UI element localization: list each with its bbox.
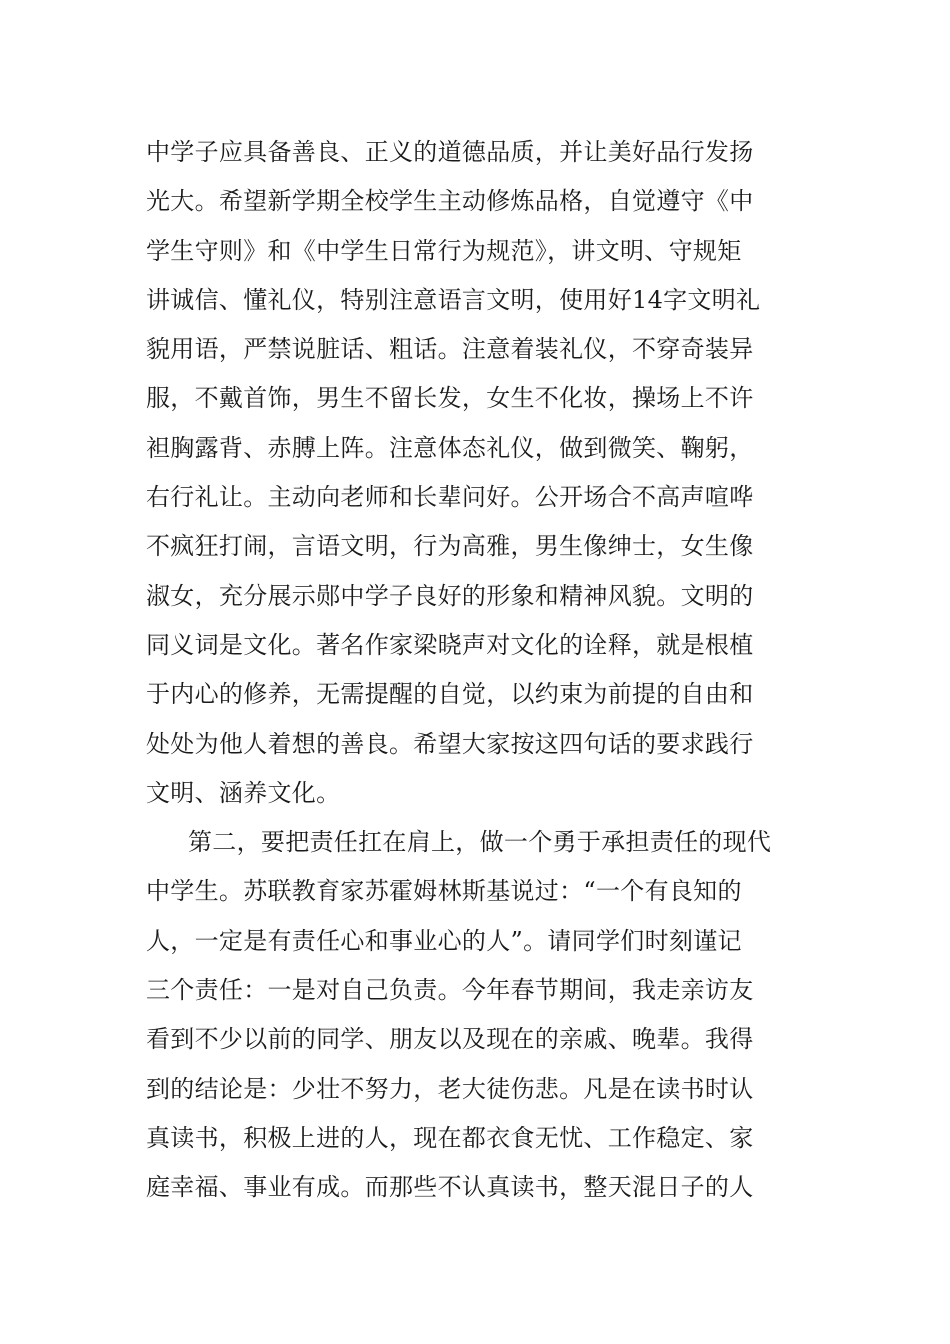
text-line: 淑女，充分展示郧中学子良好的形象和精神风貌。文明的	[146, 581, 754, 610]
text-line: 于内心的修养，无需提醒的自觉，以约束为前提的自由和	[146, 680, 754, 709]
text-line: 貌用语，严禁说脏话、粗话。注意着装礼仪，不穿奇装异	[146, 335, 754, 364]
text-line: 右行礼让。主动向老师和长辈问好。公开场合不高声喧哗	[146, 483, 754, 512]
text-line: 真读书，积极上进的人，现在都衣食无忧、工作稳定、家	[146, 1123, 754, 1152]
text-line: 中学生。苏联教育家苏霍姆林斯基说过：“一个有良知的	[146, 877, 742, 906]
text-line: 庭幸福、事业有成。而那些不认真读书，整天混日子的人	[146, 1173, 754, 1202]
text-line: 人，一定是有责任心和事业心的人”。请同学们时刻谨记	[146, 926, 742, 955]
text-line: 不疯狂打闹，言语文明，行为高雅，男生像绅士，女生像	[146, 532, 754, 561]
text-line: 光大。希望新学期全校学生主动修炼品格，自觉遵守《中	[146, 187, 754, 216]
body-text	[146, 128, 816, 1213]
paragraph-start-line: 第二，要把责任扛在肩上，做一个勇于承担责任的现代	[188, 828, 772, 857]
text-line: 同义词是文化。著名作家梁晓声对文化的诠释，就是根植	[146, 630, 754, 659]
text-line: 文明、涵养文化。	[146, 778, 341, 807]
text-line: 服，不戴首饰，男生不留长发，女生不化妆，操场上不许	[146, 384, 754, 413]
text-line: 处处为他人着想的善良。希望大家按这四句话的要求践行	[146, 729, 754, 758]
text-line: 袒胸露背、赤膊上阵。注意体态礼仪，做到微笑、鞠躬，	[146, 433, 754, 462]
text-line: 到的结论是：少壮不努力，老大徒伤悲。凡是在读书时认	[146, 1074, 754, 1103]
text-line: 中学子应具备善良、正义的道德品质，并让美好品行发扬	[146, 138, 754, 166]
text-line: 学生守则》和《中学生日常行为规范》，讲文明、守规矩	[146, 236, 742, 265]
text-line: 讲诚信、懂礼仪，特别注意语言文明，使用好14字文明礼	[146, 285, 761, 314]
text-line: 看到不少以前的同学、朋友以及现在的亲戚、晚辈。我得	[146, 1025, 754, 1054]
text-line: 三个责任：一是对自己负责。今年春节期间，我走亲访友	[146, 976, 754, 1005]
